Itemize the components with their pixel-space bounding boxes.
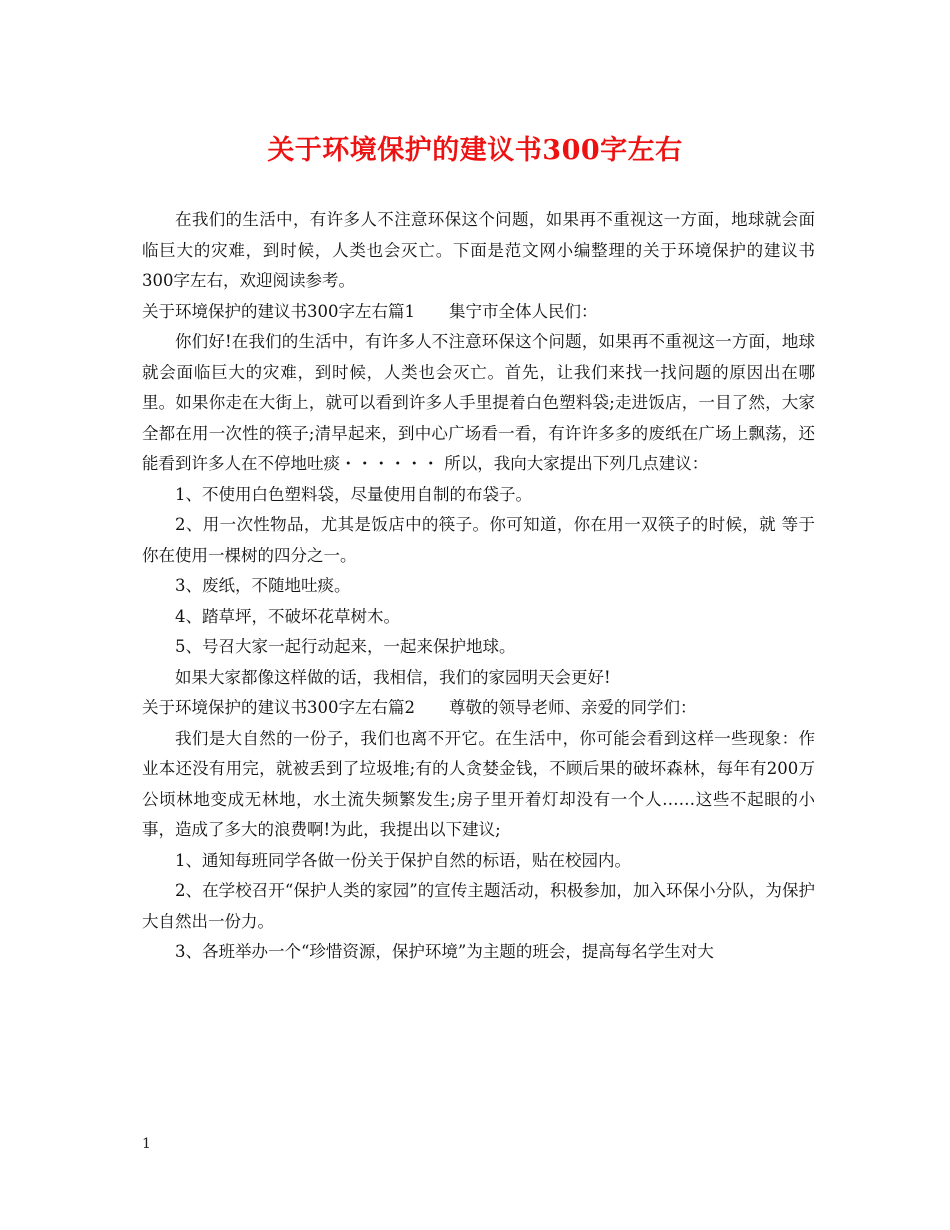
section-1-list-item: 5、号召大家一起行动起来，一起来保护地球。 [175, 637, 516, 656]
section-2-heading: 关于环境保护的建议书300字左右篇2 [142, 698, 415, 717]
page-number: 1 [142, 1136, 151, 1152]
section-1-heading-line [142, 297, 815, 328]
section-2-list-item: 2、在学校召开“保护人类的家园”的宣传主题活动，积极参加，加入环保小分队，为保护大自然出一份力。 [142, 881, 815, 931]
section-1-list-item: 4、踏草坪，不破坏花草树木。 [175, 606, 400, 626]
section-1-list-item: 1、不使用白色塑料袋，尽量使用自制的布袋子。 [175, 484, 532, 504]
document-title: 关于环境保护的建议书300字左右 [267, 135, 683, 166]
section-1-salutation: 集宁市全体人民们： [449, 301, 598, 321]
section-1-closing: 如果大家都像这样做的话，我相信，我们的家园明天会更好! [175, 667, 611, 687]
document-body [142, 205, 815, 968]
intro-paragraph: 在我们的生活中，有许多人不注意环保这个问题，如果再不重视这一方面，地球就会面临巨大的灾难，到时候，人类也会灭亡。下面是范文网小编整理的关于环境保护的建议书 300字左右，欢迎阅读参考。 [142, 210, 815, 290]
section-1-list-item: 3、废纸，不随地吐痰。 [175, 576, 351, 595]
section-1-paragraph: 你们好!在我们的生活中，有许多人不注意环保这个问题，如果再不重视这一方面，地球就会面临巨大的灾难，到时候，人类也会灭亡。首先，让我们来找一找问题的原因出在哪里。如果你走在大街上，就可以看到许多人手里提着白色塑料袋;走进饭店，一目了然，大家全都在用一次性的筷子;清早起来，到中心广场看一看，有许许多多的废纸在广场上飘荡，还能看到许多人在不停地吐痰・・・・・・ 所以，我向大家提出下列几点建议： [142, 332, 815, 473]
section-2-list-item: 1、通知每班同学各做一份关于保护自然的标语，贴在校园内。 [175, 850, 631, 870]
section-2-salutation: 尊敬的领导老师、亲爱的同学们： [449, 698, 697, 717]
section-2-list-item: 3、各班举办一个“珍惜资源，保护环境”为主题的班会，提高每名学生对大 [175, 942, 714, 961]
section-2-heading-line [142, 693, 815, 724]
section-1-heading: 关于环境保护的建议书300字左右篇1 [142, 301, 415, 321]
section-1-list-item: 2、用一次性物品，尤其是饭店中的筷子。你可知道，你在用一双筷子的时候，就 等于你在使用一棵树的四分之一。 [142, 515, 815, 565]
section-2-paragraph: 我们是大自然的一份子，我们也离不开它。在生活中，你可能会看到这样一些现象：作业本还没有用完，就被丢到了垃圾堆;有的人贪婪金钱，不顾后果的破坏森林，每年有200万公顷林地变成无林地，水土流失频繁发生;房子里开着灯却没有一个人……这些不起眼的小事，造成了多大的浪费啊!为此，我提出以下建议; [142, 728, 815, 839]
